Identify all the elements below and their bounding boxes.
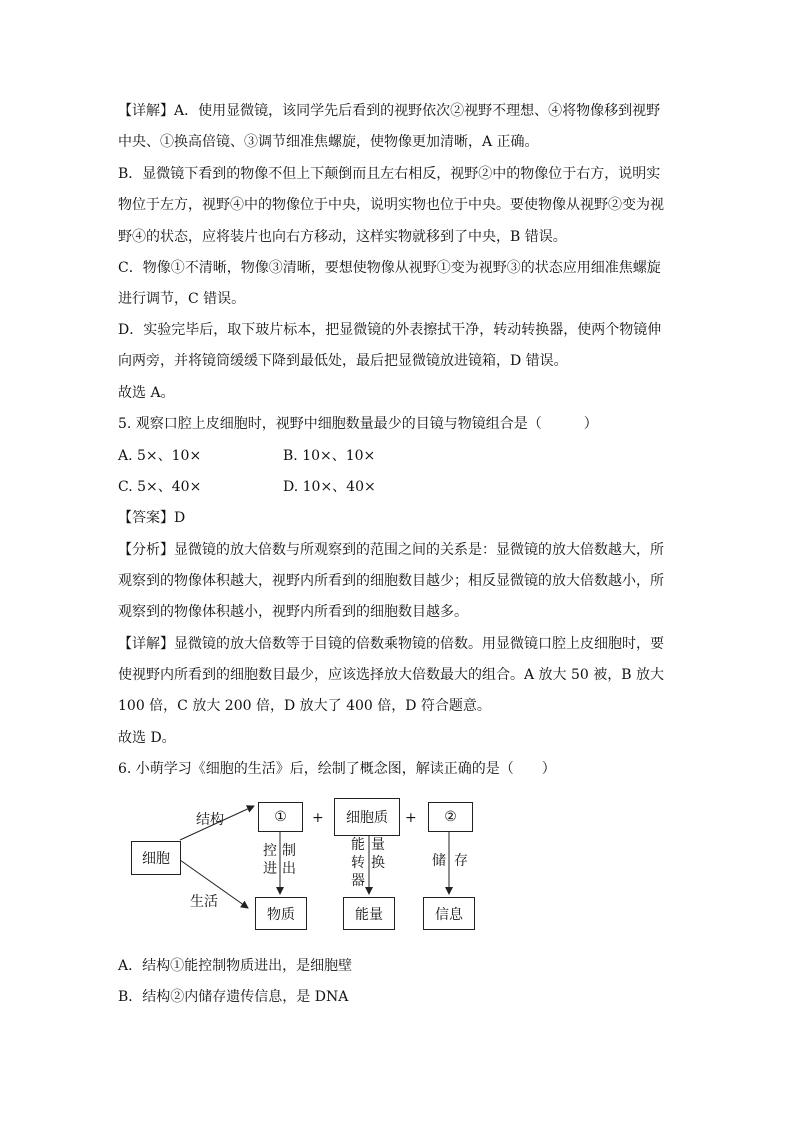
q6-option-b: B．结构②内储存遗传信息，是 DNA — [118, 989, 349, 1005]
energy-converter-col2: 量换 — [371, 837, 385, 871]
matter-box: 物质 — [255, 897, 307, 930]
text-line: 【详解】A．使用显微镜，该同学先后看到的视野依次②视野不理想、④将物像移到视野 — [118, 103, 661, 119]
energy-converter-col1: 能转器 — [351, 837, 365, 889]
plus-sign: + — [405, 810, 417, 826]
text-line: 故选 A。 — [118, 385, 175, 401]
q6-option-a: A．结构①能控制物质进出，是细胞壁 — [118, 958, 353, 974]
text-line: C．物像①不清晰，物像③清晰，要想使物像从视野①变为视野③的状态应用细准焦螺旋 — [118, 260, 661, 276]
structure-label: 结构 — [196, 812, 224, 828]
text-line: 中央、①换高倍镜、③调节细准焦螺旋，使物像更加清晰，A 正确。 — [118, 134, 539, 150]
text-line: 故选 D。 — [118, 730, 176, 746]
question-6: 6. 小萌学习《细胞的生活》后，绘制了概念图，解读正确的是（ ） — [118, 761, 556, 777]
answer-line: 【答案】D — [118, 510, 186, 526]
concept-diagram — [118, 790, 498, 940]
info-box: 信息 — [423, 897, 475, 930]
text-line: 使视野内所看到的细胞数目最少，应该选择放大倍数最大的组合。A 放大 50 被，B 放大 — [118, 667, 665, 683]
text-line: 向两旁，并将镜筒缓缓下降到最低处，最后把显微镜放进镜箱，D 错误。 — [118, 353, 568, 369]
cell-box: 细胞 — [131, 841, 181, 875]
text-line: B．显微镜下看到的物像不但上下颠倒而且左右相反，视野②中的物像位于右方，说明实 — [118, 166, 661, 182]
text-line: 物位于左方，视野④中的物像位于中央，说明实物也位于中央。要使物像从视野②变为视 — [118, 197, 664, 213]
control-label-col1: 控进 — [263, 843, 277, 877]
text-line: 【详解】显微镜的放大倍数等于目镜的倍数乘物镜的倍数。用显微镜口腔上皮细胞时，要 — [118, 636, 664, 652]
structure-1-box: ① — [258, 802, 303, 832]
cytoplasm-box: 细胞质 — [334, 798, 400, 836]
life-label: 生活 — [190, 894, 218, 910]
plus-sign: + — [312, 810, 324, 826]
q5-option-a: A. 5×、10× — [118, 448, 202, 464]
energy-box: 能量 — [343, 897, 395, 930]
structure-2-box: ② — [428, 802, 473, 832]
q5-option-b: B. 10×、10× — [283, 448, 376, 464]
text-line: 100 倍，C 放大 200 倍，D 放大了 400 倍，D 符合题意。 — [118, 698, 491, 714]
store-label-col1: 储 — [432, 853, 446, 869]
text-line: 进行调节，C 错误。 — [118, 291, 246, 307]
text-line: D．实验完毕后，取下玻片标本，把显微镜的外表擦拭干净，转动转换器，使两个物镜伸 — [118, 322, 662, 338]
store-label-col2: 存 — [454, 853, 468, 869]
q5-option-d: D. 10×、40× — [283, 479, 376, 495]
control-label-col2: 制出 — [282, 843, 296, 877]
q5-option-c: C. 5×、40× — [118, 479, 202, 495]
text-line: 野④的状态，应将装片也向右方移动，这样实物就移到了中央，B 错误。 — [118, 229, 567, 245]
text-line: 观察到的物像体积越大，视野内所看到的细胞数目越少；相反显微镜的放大倍数越小，所 — [118, 573, 664, 589]
text-line: 【分析】显微镜的放大倍数与所观察到的范围之间的关系是：显微镜的放大倍数越大，所 — [118, 542, 664, 558]
question-5: 5. 观察口腔上皮细胞时，视野中细胞数量最少的目镜与物镜组合是（ ） — [118, 416, 598, 432]
text-line: 观察到的物像体积越小，视野内所看到的细胞数目越多。 — [118, 604, 468, 620]
